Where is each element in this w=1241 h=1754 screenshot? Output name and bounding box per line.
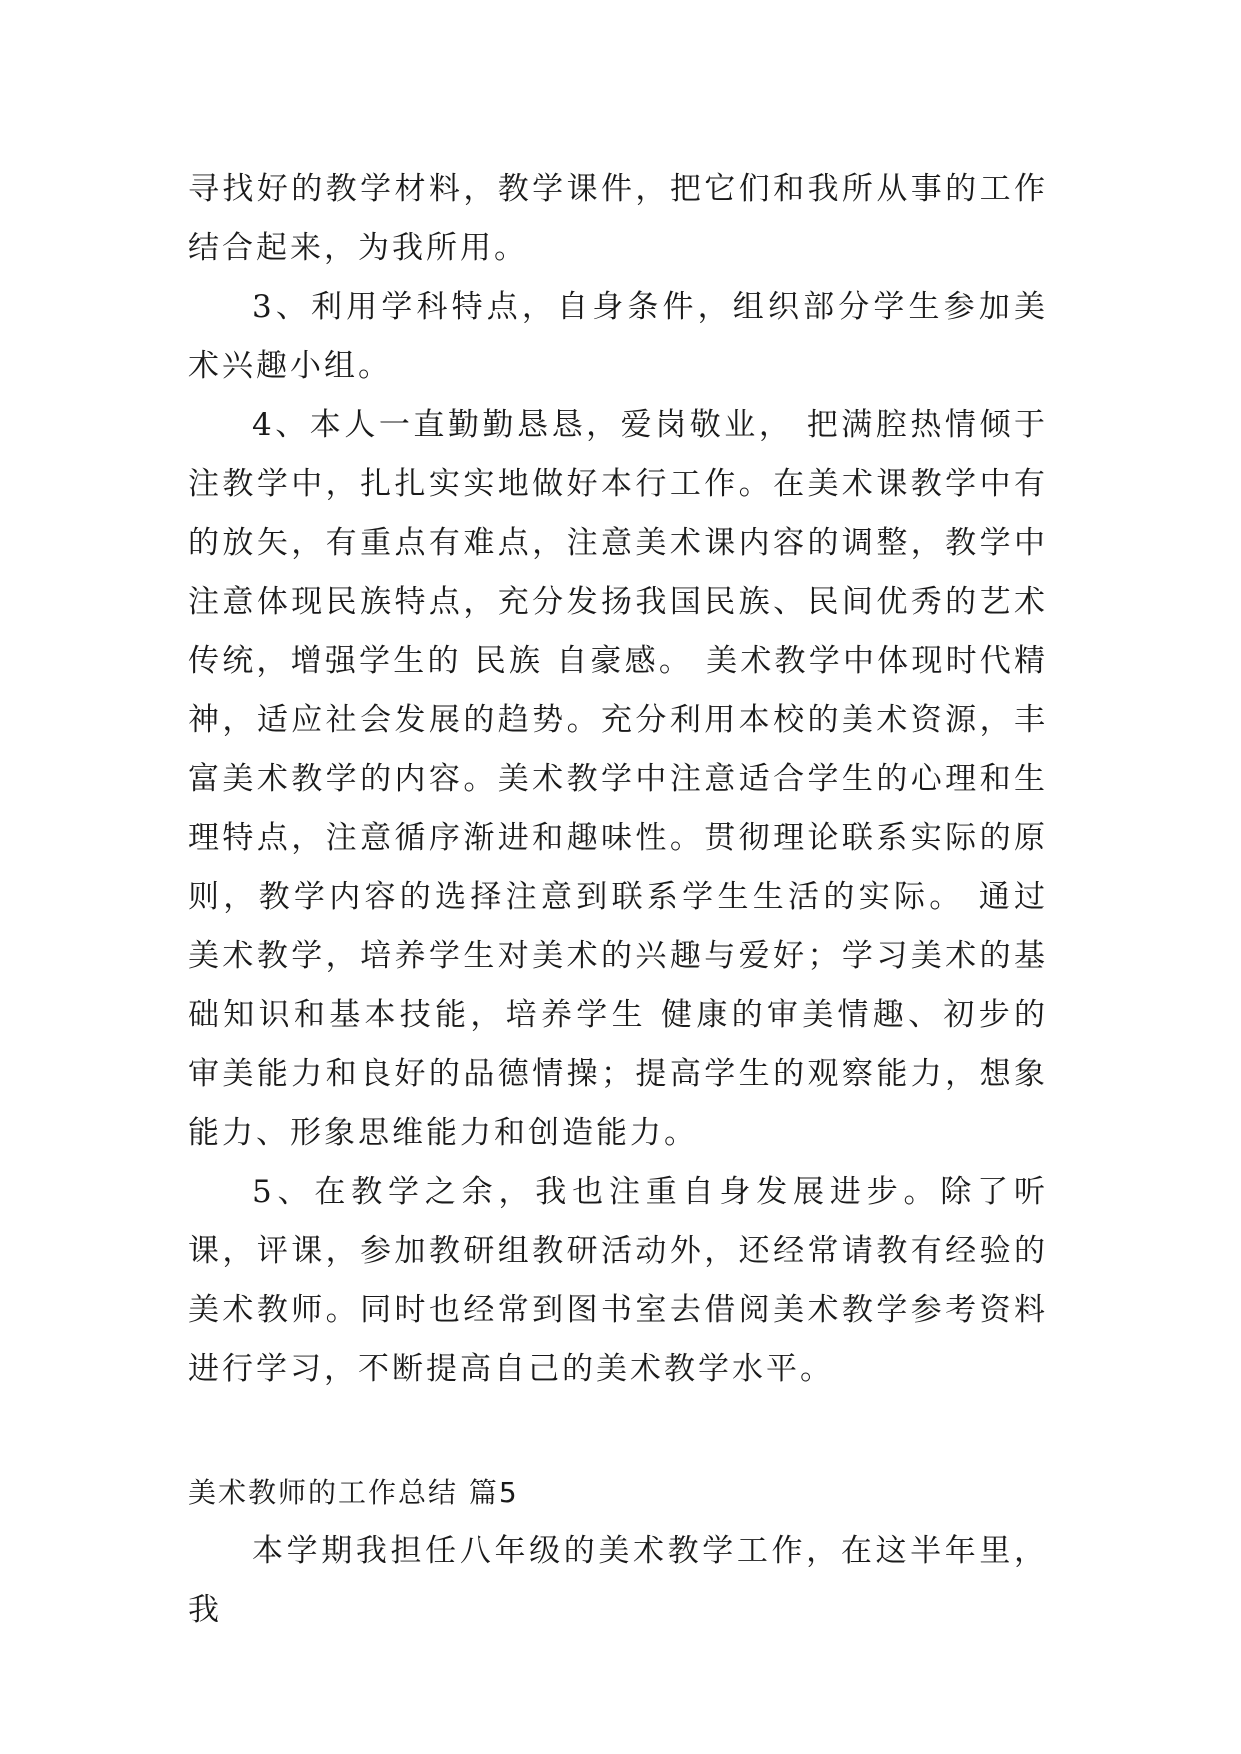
document-body bbox=[188, 160, 1048, 1640]
paragraph-section-intro: 本学期我担任八年级的美术教学工作，在这半年里，我 bbox=[188, 1533, 1048, 1628]
paragraph-item-4: 4、本人一直勤勤恳恳，爱岗敬业， 把满腔热情倾于注教学中，扎扎实实地做好本行工作。在美术课教学中有的放矢，有重点有难点，注意美术课内容的调整，教学中注意体现民族特点，充分发扬我国民族、民间优秀的艺术传统，增强学生的 民族 自豪感。 美术教学中体现时代精神，适应社会发展的趋势。充分利用本校的美术资源，丰富美术教学的内容。美术教学中注意适合学生的心理和生理特点，注意循序渐进和趣味性。贯彻理论联系实际的原则，教学内容的选择注意到联系学生生活的实际。 通过美术教学，培养学生对美术的兴趣与爱好；学习美术的基础知识和基本技能，培养学生 健康的审美情趣、初步的审美能力和良好的品德情操；提高学生的观察能力，想象能力、形象思维能力和创造能力。 bbox=[188, 407, 1048, 1151]
paragraph-item-3: 3、利用学科特点，自身条件，组织部分学生参加美术兴趣小组。 bbox=[188, 289, 1048, 384]
paragraph-continuation: 寻找好的教学材料，教学课件，把它们和我所从事的工作结合起来，为我所用。 bbox=[188, 171, 1048, 266]
section-heading: 美术教师的工作总结 篇5 bbox=[188, 1476, 519, 1509]
paragraph-item-5: 5、在教学之余，我也注重自身发展进步。除了听课，评课，参加教研组教研活动外，还经常请教有经验的美术教师。同时也经常到图书室去借阅美术教学参考资料进行学习，不断提高自己的美术教学水平。 bbox=[188, 1174, 1048, 1387]
